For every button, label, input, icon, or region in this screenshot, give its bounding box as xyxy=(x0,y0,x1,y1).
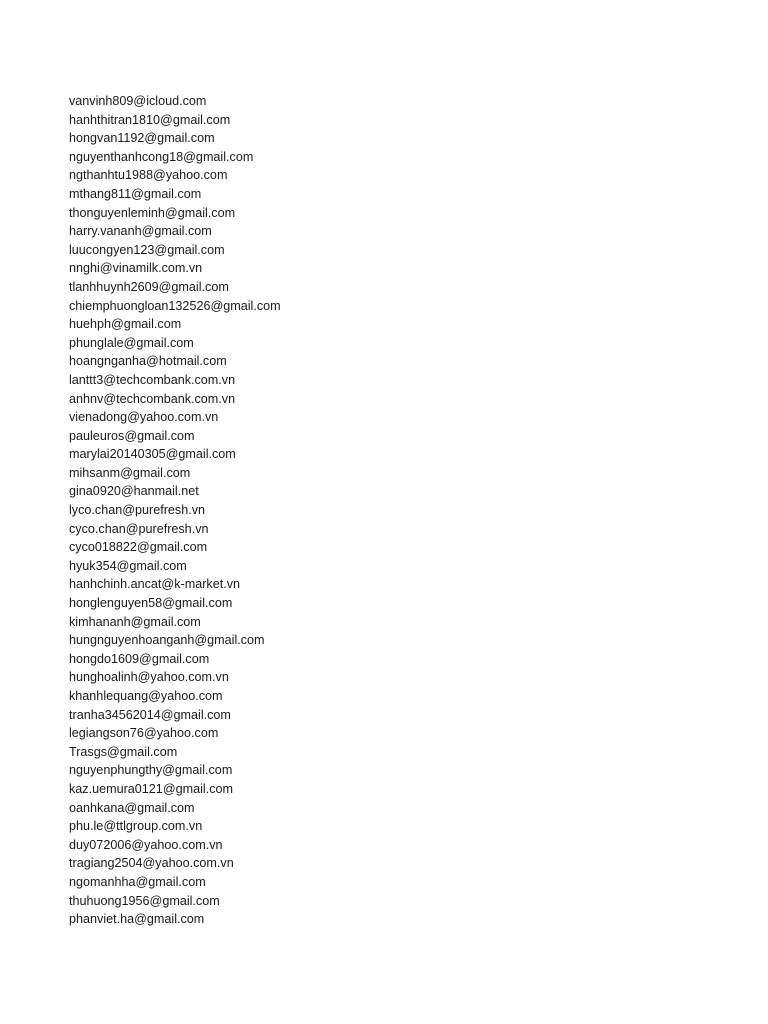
email-list-item: Trasgs@gmail.com xyxy=(69,744,178,759)
email-list-item: thonguyenleminh@gmail.com xyxy=(69,205,236,220)
email-list-item: oanhkana@gmail.com xyxy=(69,800,195,815)
email-list-item: tragiang2504@yahoo.com.vn xyxy=(69,856,234,871)
email-list-item: hungnguyenhoanganh@gmail.com xyxy=(69,633,265,648)
email-list-item: kaz.uemura0121@gmail.com xyxy=(69,781,233,796)
email-list-item: nnghi@vinamilk.com.vn xyxy=(69,261,203,276)
email-list-item: pauleuros@gmail.com xyxy=(69,428,195,443)
email-list-item: tranha34562014@gmail.com xyxy=(69,707,231,722)
email-list-item: nguyenphungthy@gmail.com xyxy=(69,763,233,778)
email-list-item: phanviet.ha@gmail.com xyxy=(69,912,205,927)
email-list-item: lanttt3@techcombank.com.vn xyxy=(69,372,236,387)
email-list-item: hanhchinh.ancat@k-market.vn xyxy=(69,577,240,592)
email-list-item: chiemphuongloan132526@gmail.com xyxy=(69,298,281,313)
email-list-item: ngomanhha@gmail.com xyxy=(69,874,206,889)
email-list-item: legiangson76@yahoo.com xyxy=(69,726,219,741)
email-list-item: vienadong@yahoo.com.vn xyxy=(69,410,219,425)
email-list-item: kimhananh@gmail.com xyxy=(69,614,201,629)
email-list-item: duy072006@yahoo.com.vn xyxy=(69,837,223,852)
email-list xyxy=(69,92,281,929)
email-list-item: hongvan1192@gmail.com xyxy=(69,131,215,146)
email-list-item: harry.vananh@gmail.com xyxy=(69,224,212,239)
email-list-item: gina0920@hanmail.net xyxy=(69,484,199,499)
email-list-item: ngthanhtu1988@yahoo.com xyxy=(69,168,228,183)
email-list-item: nguyenthanhcong18@gmail.com xyxy=(69,149,254,164)
email-list-item: vanvinh809@icloud.com xyxy=(69,94,207,108)
email-list-item: hoangnganha@hotmail.com xyxy=(69,354,227,369)
email-list-item: thuhuong1956@gmail.com xyxy=(69,893,220,908)
email-list-item: cyco018822@gmail.com xyxy=(69,540,208,555)
email-list-item: khanhlequang@yahoo.com xyxy=(69,689,223,703)
email-list-item: mthang811@gmail.com xyxy=(69,186,202,201)
email-list-item: phu.le@ttlgroup.com.vn xyxy=(69,819,203,834)
email-list-item: huehph@gmail.com xyxy=(69,317,182,332)
email-list-item: hongdo1609@gmail.com xyxy=(69,651,210,666)
email-list-item: phunglale@gmail.com xyxy=(69,335,194,350)
email-list-item: anhnv@techcombank.com.vn xyxy=(69,391,236,406)
email-list-item: hyuk354@gmail.com xyxy=(69,558,187,573)
email-list-item: luucongyen123@gmail.com xyxy=(69,242,225,257)
email-list-item: cyco.chan@purefresh.vn xyxy=(69,521,209,536)
email-list-item: hanhthitran1810@gmail.com xyxy=(69,112,231,127)
email-list-item: tlanhhuynh2609@gmail.com xyxy=(69,279,229,294)
email-list-item: marylai20140305@gmail.com xyxy=(69,447,236,462)
email-list-item: hunghoalinh@yahoo.com.vn xyxy=(69,670,229,685)
email-list-item: lyco.chan@purefresh.vn xyxy=(69,503,205,518)
email-list-item: mihsanm@gmail.com xyxy=(69,465,191,480)
email-list-item: honglenguyen58@gmail.com xyxy=(69,596,233,611)
